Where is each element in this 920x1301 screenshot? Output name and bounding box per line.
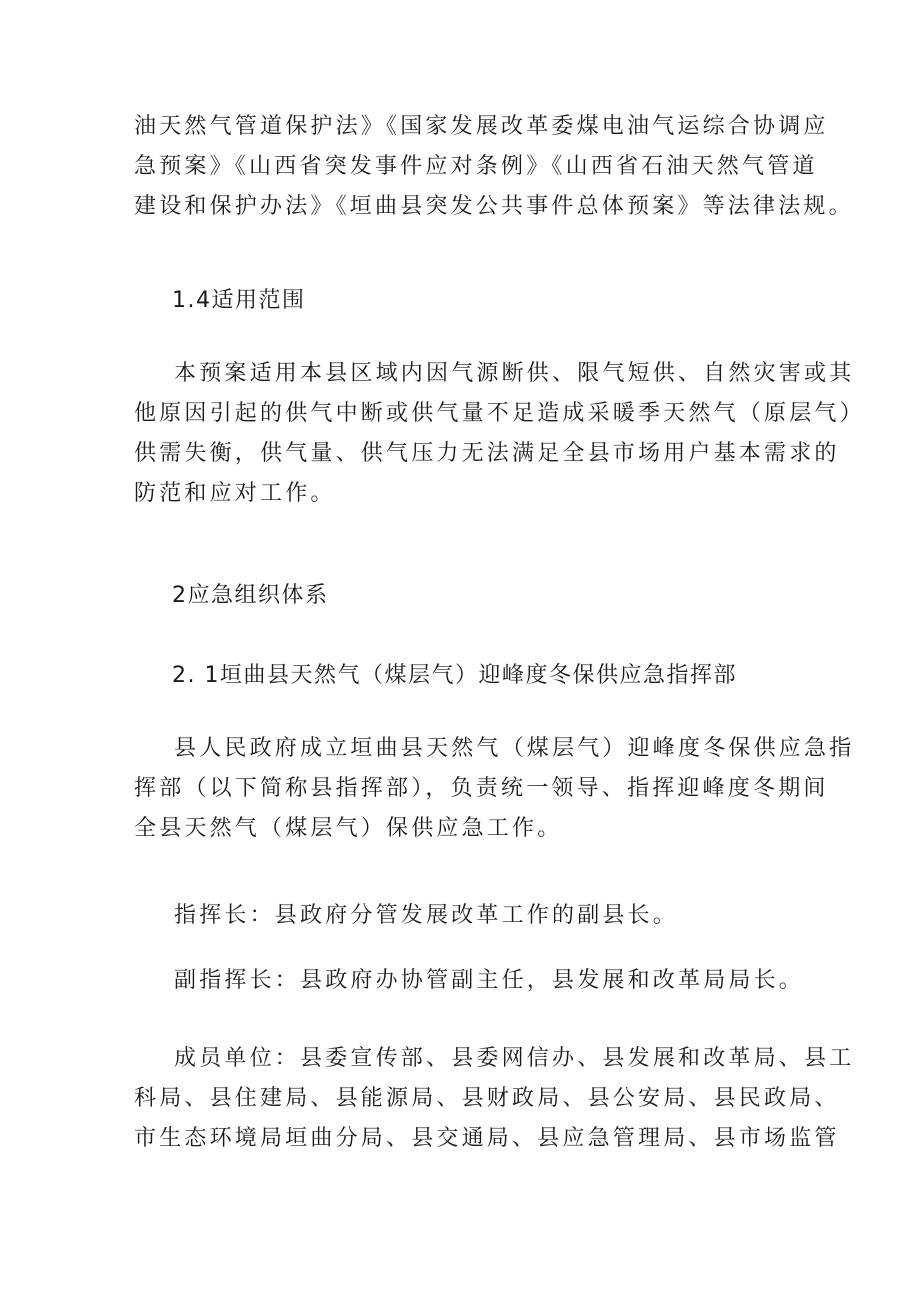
- paragraph-legal-basis: [134, 107, 854, 227]
- section-heading-organization: 2应急组织体系: [172, 583, 329, 608]
- paragraph-deputy-commander: [134, 961, 805, 1001]
- text-line: 本预案适用本县区域内因气源断供、限气短供、自然灾害或其: [174, 361, 855, 386]
- section-heading-command-center: 2. 1垣曲县天然气（煤层气）迎峰度冬保供应急指挥部: [172, 663, 737, 688]
- text-line: 急预案》《山西省突发事件应对条例》《山西省石油天然气管道: [134, 154, 818, 179]
- text-line: 成员单位：县委宣传部、县委网信办、县发展和改革局、县工: [174, 1046, 855, 1071]
- text-line: 市生态环境局垣曲分局、县交通局、县应急管理局、县市场监管: [134, 1126, 840, 1151]
- paragraph-member-units: [134, 1039, 855, 1159]
- paragraph-commander: [134, 896, 794, 936]
- text-line: 指挥长：县政府分管发展改革工作的副县长。: [174, 903, 679, 928]
- text-line: 副指挥长：县政府办协管副主任，县发展和改革局局长。: [174, 968, 805, 993]
- text-line: 油天然气管道保护法》《国家发展改革委煤电油气运综合协调应: [134, 114, 829, 139]
- text-line: 县人民政府成立垣曲县天然气（煤层气）迎峰度冬保供应急指: [174, 736, 855, 761]
- text-line: 挥部（以下简称县指挥部），负责统一领导、指挥迎峰度冬期间: [134, 776, 829, 801]
- text-line: 他原因引起的供气中断或供气量不足造成采暖季天然气（原层气）: [134, 401, 865, 426]
- text-line: 全县天然气（煤层气）保供应急工作。: [134, 816, 563, 841]
- paragraph-scope: [134, 354, 865, 514]
- text-line: 建设和保护办法》《垣曲县突发公共事件总体预案》等法律法规。: [134, 194, 854, 219]
- paragraph-command-center: [134, 729, 855, 849]
- text-line: 供需失衡，供气量、供气压力无法满足全县市场用户基本需求的: [134, 441, 840, 466]
- text-line: 科局、县住建局、县能源局、县财政局、县公安局、县民政局、: [134, 1086, 840, 1111]
- section-heading-scope: 1.4适用范围: [172, 288, 306, 313]
- text-line: 防范和应对工作。: [134, 481, 336, 506]
